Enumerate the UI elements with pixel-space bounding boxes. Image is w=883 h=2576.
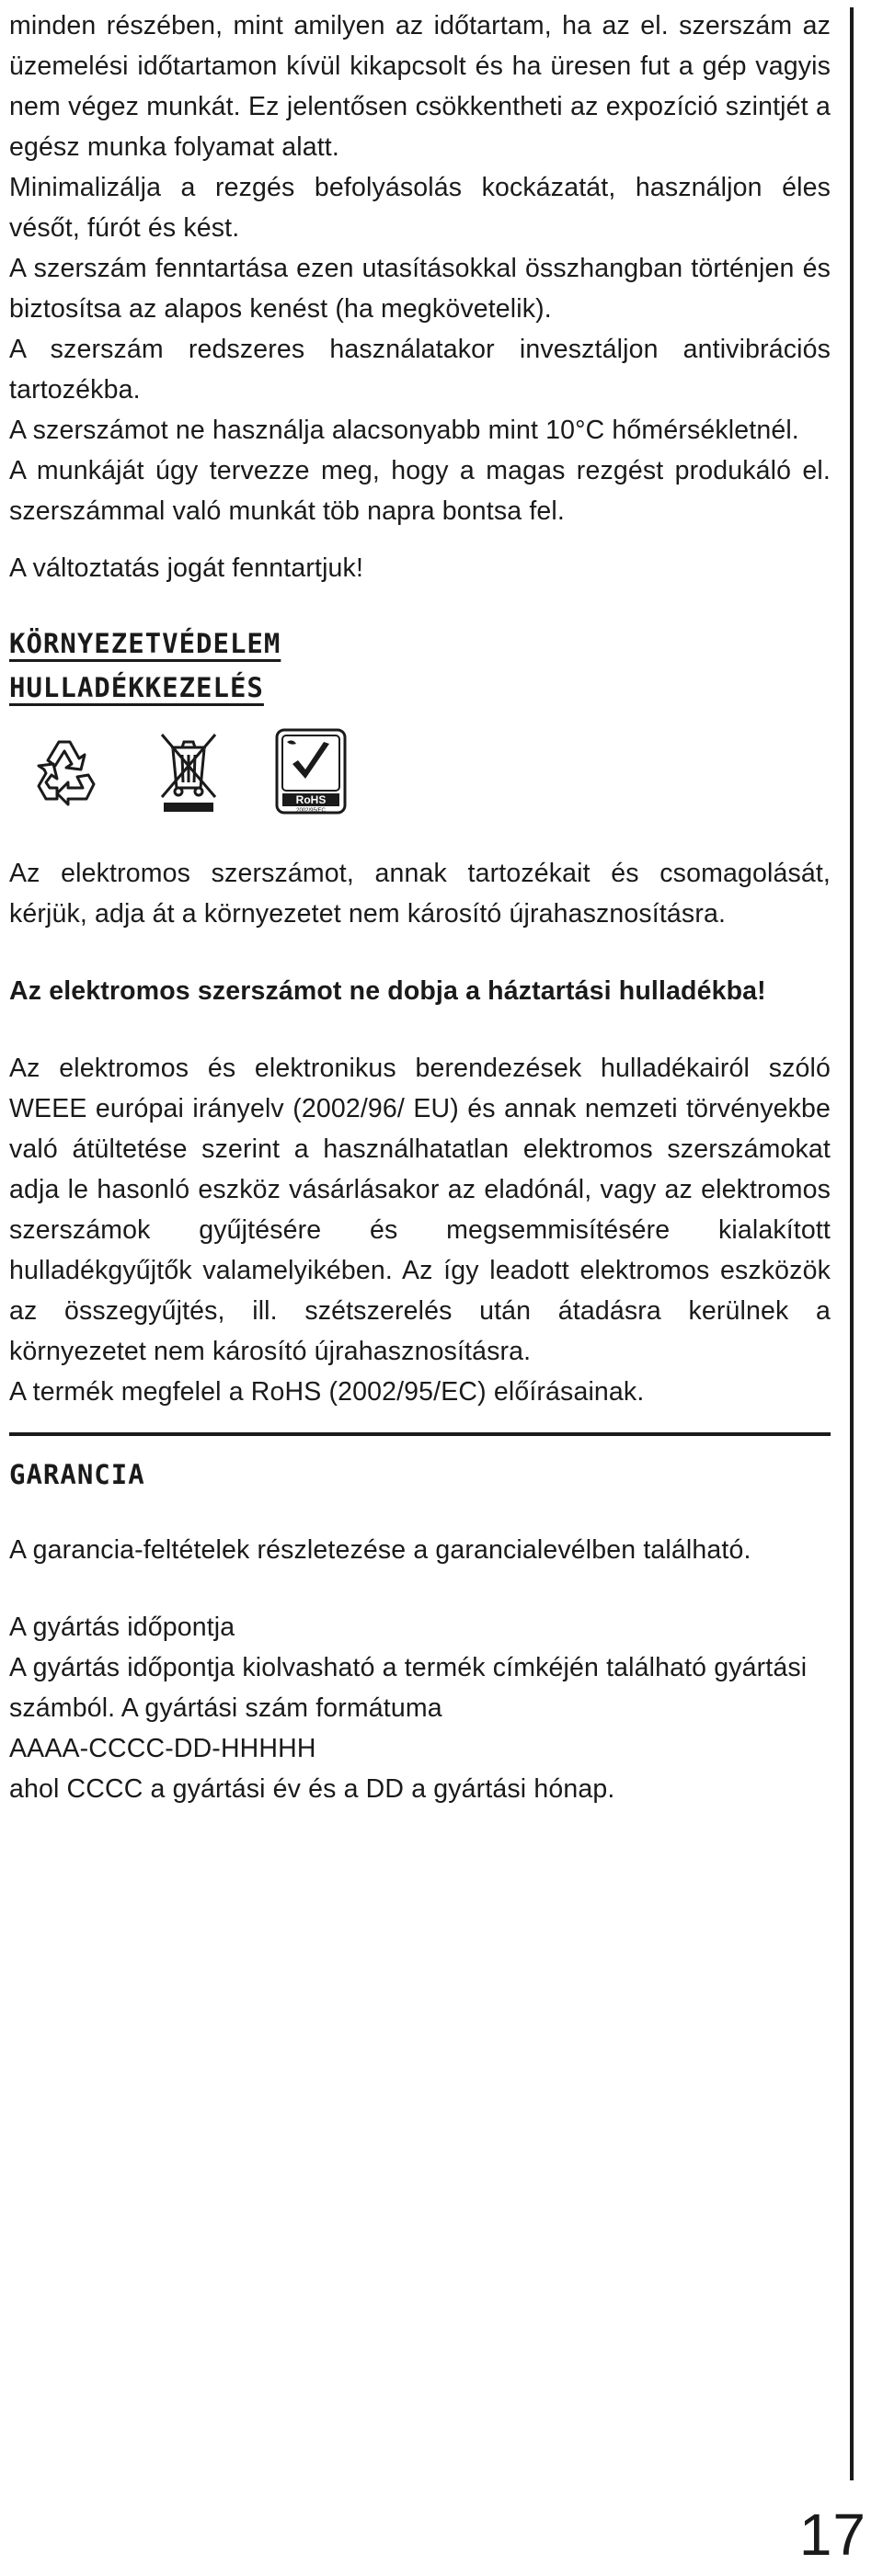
margin-rule	[850, 7, 854, 2480]
rohs-icon	[274, 727, 348, 820]
warning-household-waste: Az elektromos szerszámot ne dobja a háztartási hulladékba!	[9, 976, 766, 1006]
page-number: 17	[798, 2502, 866, 2568]
paragraph-warranty: A garancia-feltételek részletezése a garancialevélben található.	[9, 1535, 751, 1565]
compliance-icons	[9, 710, 831, 837]
paragraph-maintenance: A szerszám fenntartása ezen utasításokkal összhangban történjen és biztosítsa az alapos kenést (ha megkövetelik).	[9, 254, 831, 324]
heading-environment: KÖRNYEZETVÉDELEM	[9, 628, 281, 659]
paragraph-sharp-tools: Minimalizálja a rezgés befolyásolás kockázatát, használjon éles vésőt, fúrót és kést.	[9, 173, 831, 243]
paragraph-weee: Az elektromos és elektronikus berendezések hulladékairól szóló WEEE európai irányelv (2002/96/ EU) és annak nemzeti törvényekbe való átültetése szerint a használhatatlan elektromos szerszámokat adja le hasonló eszköz vásárlásakor az eladónál, vagy az elektromos szerszámok gyűjtésére és megsemmisítésére kialakított hulladékgyűjtők valamelyikében. Az így leadott elektromos eszközök az összegyűjtés, ill. szétszerelés után átadásra kerülnek a környezetet nem károsító újrahasznosításra.	[9, 1054, 831, 1366]
serial-format: AAAA-CCCC-DD-HHHHH	[9, 1734, 316, 1763]
paragraph-antivibration: A szerszám redszeres használatakor invesztáljon antivibrációs tartozékba.	[9, 335, 831, 405]
manufacture-date-text: A gyártás időpontja kiolvasható a termék címkéjén található gyártási számból. A gyártási szám formátuma	[9, 1653, 808, 1723]
paragraph-work-planning: A munkáját úgy tervezze meg, hogy a magas rezgést produkáló el. szerszámmal való munkát töb napra bontsa fel.	[9, 456, 831, 526]
rohs-sub: 2002/95/EC	[296, 807, 326, 814]
paragraph-exposure: minden részében, mint amilyen az időtartam, ha az el. szerszám az üzemelési időtartamon kívül kikapcsolt és ha üresen fut a gép vagyis nem végez munkát. Ez jelentősen csökkentheti az expozíció szintjét a egész munka folyamat alatt.	[9, 11, 831, 162]
recycle-icon	[26, 733, 103, 815]
rohs-label: RoHS	[295, 792, 327, 806]
rights-notice: A változtatás jogát fenntartjuk!	[9, 553, 364, 583]
weee-crossed-bin-icon	[156, 727, 221, 820]
paragraph-temperature: A szerszámot ne használja alacsonyabb mint 10°C hőmérsékletnél.	[9, 416, 799, 445]
manufacture-date-title: A gyártás időpontja	[9, 1613, 235, 1642]
section-divider	[9, 1432, 831, 1436]
heading-waste: HULLADÉKKEZELÉS	[9, 672, 264, 703]
paragraph-rohs: A termék megfelel a RoHS (2002/95/EC) előírásainak.	[9, 1377, 645, 1407]
heading-warranty: GARANCIA	[9, 1459, 145, 1490]
serial-explanation: ahol CCCC a gyártási év és a DD a gyártási hónap.	[9, 1774, 615, 1804]
paragraph-recycling: Az elektromos szerszámot, annak tartozékait és csomagolását, kérjük, adja át a környezetet nem károsító újrahasznosításra.	[9, 859, 831, 929]
page-content	[9, 6, 831, 1809]
